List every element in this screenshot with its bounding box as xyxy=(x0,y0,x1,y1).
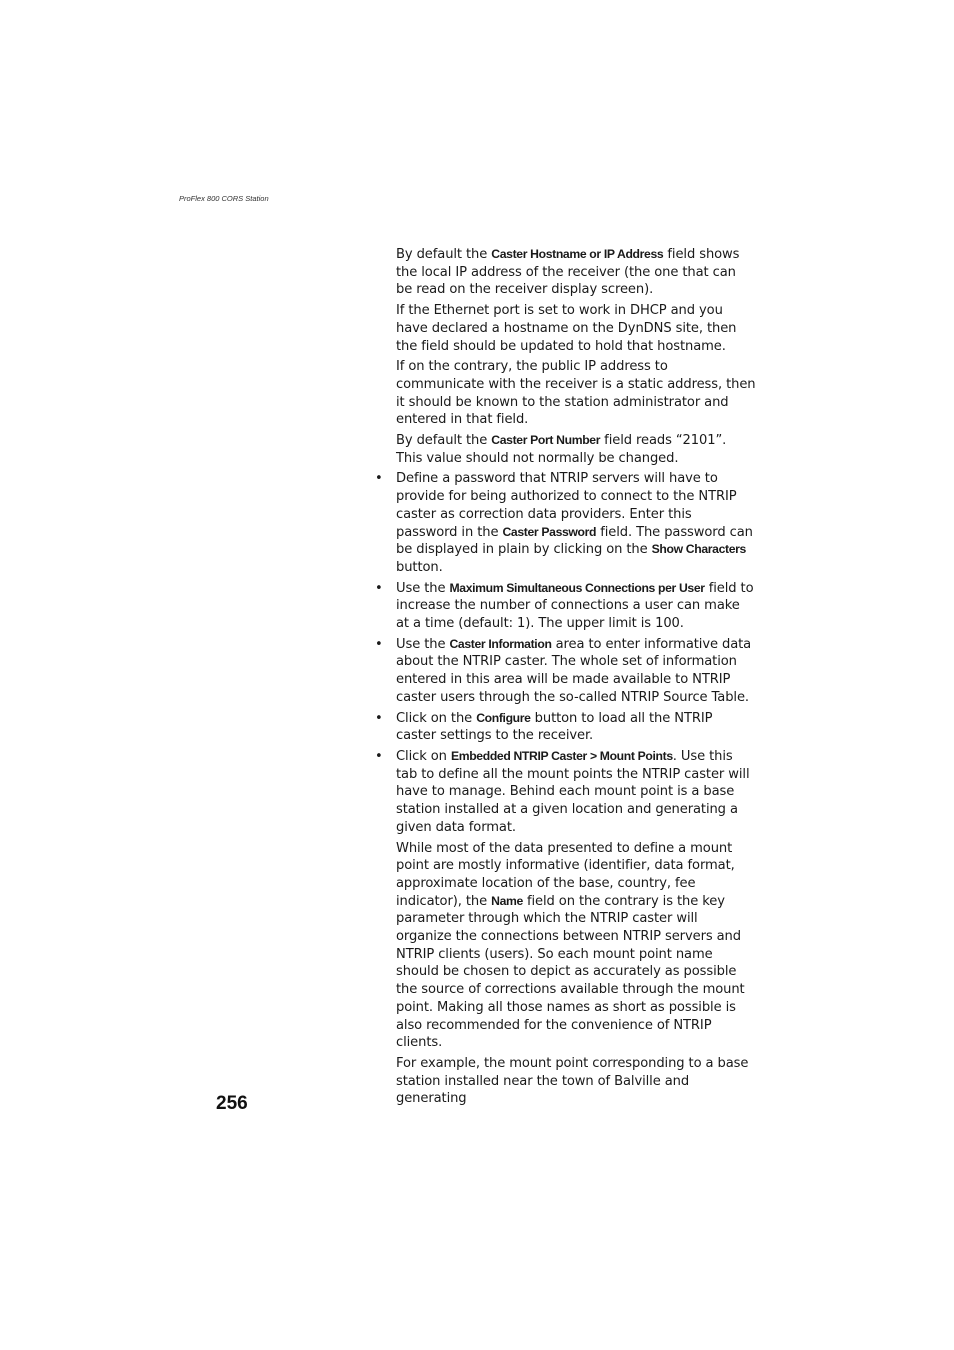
field-name-caster-password: Caster Password xyxy=(502,524,597,539)
button-name-configure: Configure xyxy=(476,710,531,725)
field-name-caster-port: Caster Port Number xyxy=(491,433,601,448)
area-name-caster-information: Caster Information xyxy=(449,636,552,651)
field-name-name: Name xyxy=(491,893,523,908)
button-name-show-characters: Show Characters xyxy=(651,542,746,557)
body-text xyxy=(396,246,756,1111)
paragraph-caster-hostname: By default the Caster Hostname or IP Address field shows the local IP address of the receiver (the one that can be read on the receiver display screen). xyxy=(396,247,740,298)
bullet-max-connections: • Use the Maximum Simultaneous Connections per User field to increase the number of connections a user can make at a time (default: 1). The upper limit is 100. xyxy=(396,580,756,633)
bullet-caster-password: • Define a password that NTRIP servers will have to provide for being authorized to connect to the NTRIP caster as correction data providers. Enter this password in the Caster Password field. The password can be displayed in plain by clicking on the Show Characters button. xyxy=(396,470,756,576)
menu-path-mount-points: Embedded NTRIP Caster > Mount Points xyxy=(450,748,673,763)
bullet-configure: • Click on the Configure button to load all the NTRIP caster settings to the receiver. xyxy=(396,710,756,745)
paragraph-static-ip: If on the contrary, the public IP address to communicate with the receiver is a static address, then it should be known to the station administrator and entered in that field. xyxy=(396,359,756,428)
paragraph-caster-port: By default the Caster Port Number field reads “2101”. This value should not normally be changed. xyxy=(396,433,727,466)
paragraph-dhcp: If the Ethernet port is set to work in DHCP and you have declared a hostname on the DynDNS site, then the field should be updated to hold that hostname. xyxy=(396,303,737,354)
field-name-caster-hostname: Caster Hostname or IP Address xyxy=(491,247,664,261)
paragraph-mount-point-name: While most of the data presented to define a mount point are mostly informative (identifier, data format, approximate location of the base, country, fee indicator), the Name field on the contrary is the key parameter through which the NTRIP caster will organize the connections between NTRIP servers and NTRIP clients (users). So each mount point name should be chosen to depict as accurately as possible the source of corrections available through the mount point. Making all those names as short as possible is also recommended for the convenience of NTRIP clients. xyxy=(396,840,745,1051)
page-number: 256 xyxy=(216,1093,248,1114)
field-name-max-connections: Maximum Simultaneous Connections per User xyxy=(449,580,705,595)
paragraph-example: For example, the mount point corresponding to a base station installed near the town of Balville and generating xyxy=(396,1055,749,1107)
bullet-mount-points: • Click on Embedded NTRIP Caster > Mount Points. Use this tab to define all the mount points the NTRIP caster will have to manage. Behind each mount point is a base station installed at a given location and generating a given data format. xyxy=(396,748,756,837)
bullet-caster-information: • Use the Caster Information area to enter informative data about the NTRIP caster. The whole set of information entered in this area will be made available to NTRIP caster users through the so-called NTRIP Source Table. xyxy=(396,636,756,707)
running-header: ProFlex 800 CORS Station xyxy=(179,194,269,203)
